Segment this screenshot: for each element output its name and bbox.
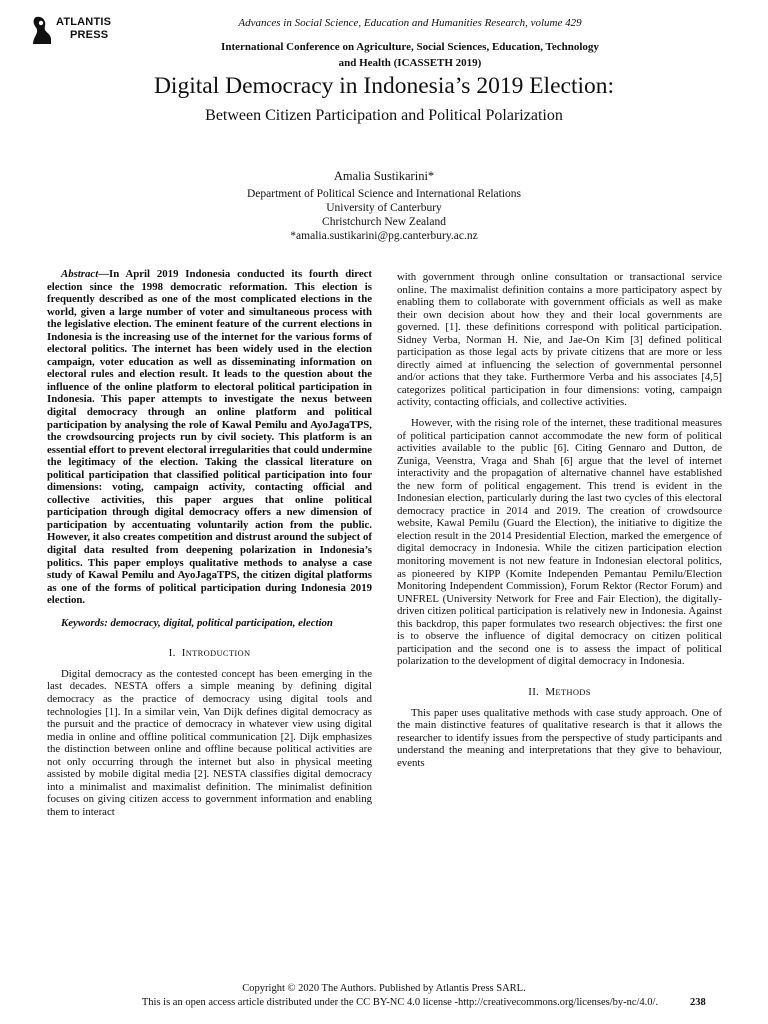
paper-subtitle: Between Citizen Participation and Political Polarization — [205, 107, 563, 124]
paper-title: Digital Democracy in Indonesia’s 2019 Election: — [153, 73, 615, 99]
affiliation-email: *amalia.sustikarini@pg.canterbury.ac.nz — [290, 230, 478, 242]
affiliation-university: University of Canterbury — [326, 202, 442, 214]
author-affiliation — [100, 187, 668, 243]
section-initial: M — [545, 685, 556, 698]
section-title-rest: NTRODUCTION — [185, 648, 251, 659]
methods-paragraph-1: This paper uses qualitative methods with case study approach. One of the main distinctive features of qualitative research is that it allows the researcher to identify issues from the perspective of study participants and understand the meaning and interpretations that they give to behaviour, events — [397, 706, 722, 769]
section-initial: I — [181, 647, 186, 660]
footer-license: This is an open access article distributed under the CC BY-NC 4.0 license -http://creativecommons.org/licenses/by-nc/4.0/. — [141, 997, 659, 1008]
page-number: 238 — [690, 997, 706, 1008]
keywords: Keywords: democracy, digital, political participation, election — [61, 616, 333, 629]
logo-text-press: PRESS — [70, 29, 109, 41]
abstract-label: Abstract — [61, 268, 99, 280]
publisher-logo — [31, 15, 123, 47]
section-title-rest: ETHODS — [555, 686, 591, 697]
intro-paragraph-1: Digital democracy as the contested concept has been emerging in the last decades. NESTA offers a simple meaning by defining digital democracy as the practice of democracy using digital tools and technologies [1]. In a similar vein, Van Dijk defines digital democracy as the pursuit and the practice of democracy in whatever view using digital media in online and offline political communication [2]. Dijk emphasizes the distinction between online and offline because political activities are not only occurring through the internet but also in physical meeting assisted by mobile digital media [2]. NESTA classifies digital democracy into a minimalist and maximalist definition. The minimalist definition focuses on giving citizen access to government information and enabling them to interact — [47, 667, 372, 818]
right-column — [397, 271, 722, 769]
author-name: Amalia Sustikarini* — [333, 169, 435, 183]
section-numeral: I. — [168, 647, 176, 660]
journal-line: Advances in Social Science, Education and Humanities Research, volume 429 — [238, 17, 582, 29]
atlantis-logo-icon — [31, 15, 53, 45]
affiliation-city: Christchurch New Zealand — [322, 216, 446, 228]
abstract-dash: — — [98, 268, 109, 280]
affiliation-department: Department of Political Science and International Relations — [247, 188, 521, 200]
abstract — [47, 268, 372, 607]
section-numeral: II. — [528, 685, 540, 698]
section-heading-introduction — [47, 647, 372, 660]
section-heading-methods — [397, 686, 722, 699]
abstract-text: In April 2019 Indonesia conducted its fourth direct election since the 1998 democratic reformation. This election is frequently described as one of the most complicated elections in the world, given a large number of voter and simultaneous process with the legislative election. The eminent feature of the current elections in Indonesia is the increasing use of the internet for the various forms of electoral politics. The internet has been widely used in the election campaign, voter education as well as disseminating information on electoral rules and election result. It leads to the question about the influence of the online platform to electoral political participation in Indonesia. This paper attempts to investigate the nexus between digital democracy through an online platform and political participation by analysing the role of Kawal Pemilu and AyoJagaTPS, the crowdsourcing projects run by civil society. This platform is an essential effort to prevent electoral irregularities that could undermine the legitimacy of the election. Taking the classical literature on political participation that classified political participation into four dimensions: voting, campaign activity, contacting official and collective activities, this paper argues that online political participation through digital democracy offers a new dimension of participation by accentuating voluntarily action from the public. However, it also creates competition and distrust around the subject of digital data resulted from deepening polarization in Indonesia’s politics. This paper employs qualitative methods to analyse a case study of Kawal Pemilu and AyoJagaTPS, the citizen digital platforms as one of the forms of political participation during Indonesia 2019 election. — [47, 268, 372, 607]
left-column — [47, 268, 372, 818]
footer-copyright: Copyright © 2020 The Authors. Published by Atlantis Press SARL. — [242, 983, 526, 994]
right-paragraph-1: with government through online consultation or transactional service online. The maximalist definition contains a more participatory aspect by enabling them to collaborate with government officials as well as make their own decision about how they and their local governments are governed. [1]. these definitions correspond with political participation. Sidney Verba, Norman H. Nie, and Jae-On Kim [3] defined political participation as those legal acts by private citizens that are more or less directly aimed at influencing the selection of governmental personnel and/or actions that they take. Furthermore Verba and his associates [4,5] categorizes political participation in four dimensions: voting, campaign activity, contacting officials, and collective activities. — [397, 271, 722, 409]
right-paragraph-2: However, with the rising role of the internet, these traditional measures of political participation cannot accommodate the new form of political activities available to the public [6]. Citing Gennaro and Dutton, de Zuniga, Veenstra, Vraga and Shah [6] argue that the level of internet interactivity and the propagation of alternative channel have established the new form of political engagement. This trend is evident in the Indonesian election, particularly during the last two cycles of this electoral democracy practice in 2014 and 2019. The creation of crowdsource website, Kawal Pemilu (Guard the Election), the initiative to digitize the election result in the 2014 Presidential Election, marked the emergence of digital democracy in Indonesia. While the citizen participation election monitoring movement is not new feature in Indonesian electoral politics, as pioneered by KIPP (Komite Independen Pemantau Pemilu/Election Monitoring Independent Commission), Forum Rektor (Rector Forum) and UNFREL (University Network for Free and Fair Election), the digitally-driven citizen political participation is relatively new in Indonesia. Against this backdrop, this paper formulates two research objectives: the first one is to observe the influence of digital democracy on citizen political participation and the second one is to assess the impact of political polarization to the development of digital democracy in Indonesia. — [397, 417, 722, 668]
conference-line-1: International Conference on Agriculture, Social Sciences, Education, Technology — [221, 41, 599, 53]
logo-text-atlantis: ATLANTIS — [56, 16, 112, 28]
conference-line-2: and Health (ICASSETH 2019) — [338, 57, 482, 69]
